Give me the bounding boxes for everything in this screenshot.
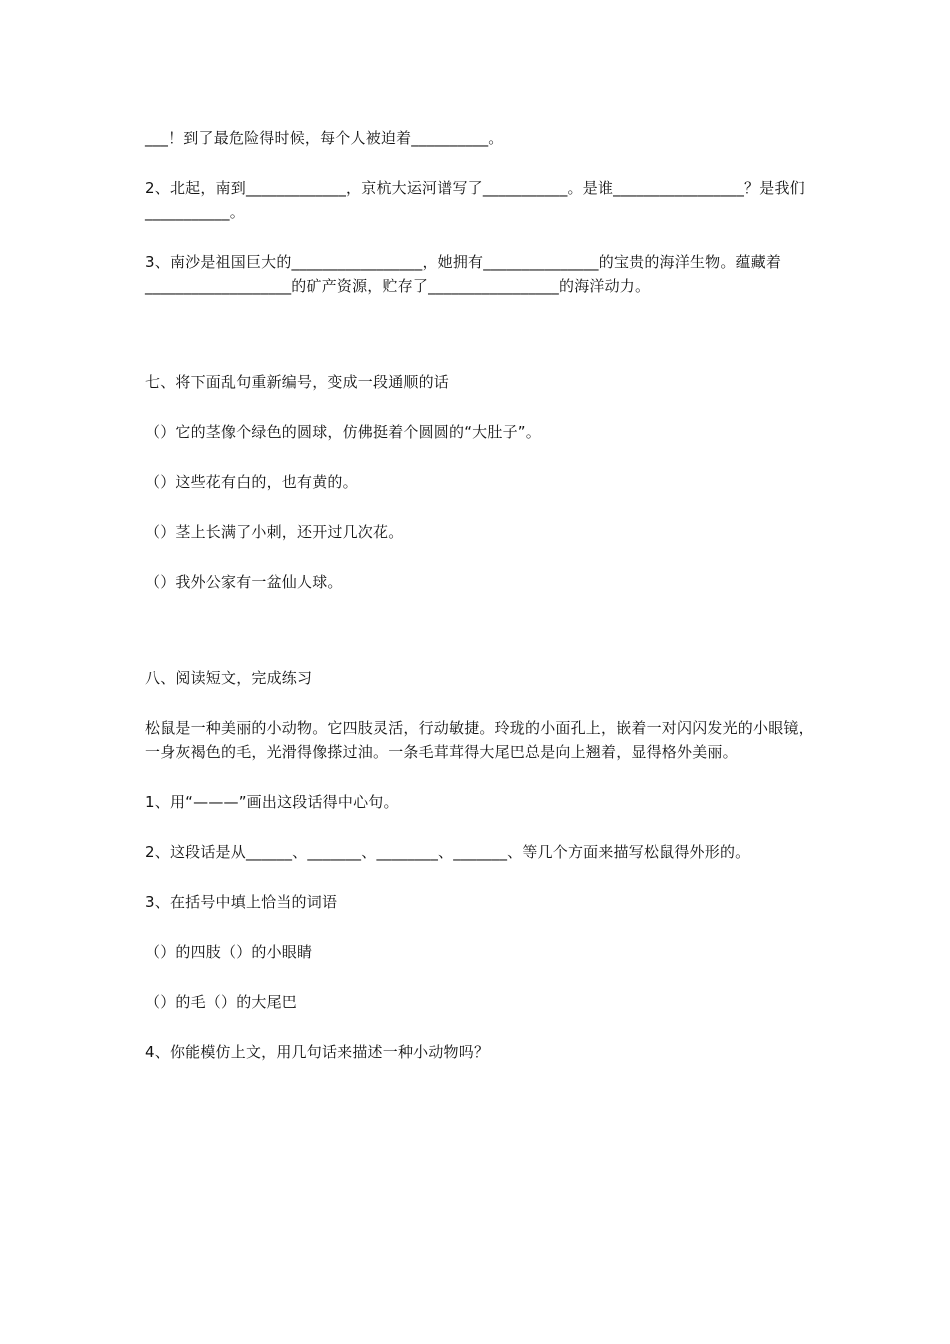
word-fill-line-2: （）的毛（）的大尾巴	[145, 993, 298, 1011]
reorder-item: （）茎上长满了小刺，还开过几次花。	[145, 523, 404, 541]
document-page	[145, 126, 825, 1064]
word-fill-line-1: （）的四肢（）的小眼睛	[145, 943, 313, 961]
fill-question-1-tail: ___！到了最危险得时候，每个人被迫着__________。	[145, 129, 504, 147]
section-8-title: 八、阅读短文，完成练习	[145, 669, 313, 687]
fill-question-2: 2、北起，南到_____________，京杭大运河谱写了___________。是谁_________________？是我们___________。	[145, 179, 805, 221]
section-7-title: 七、将下面乱句重新编号，变成一段通顺的话	[145, 373, 450, 391]
reading-question-2: 2、这段话是从______、_______、________、_______、等几个方面来描写松鼠得外形的。	[145, 843, 751, 861]
reading-passage: 松鼠是一种美丽的小动物。它四肢灵活，行动敏捷。玲珑的小面孔上，嵌着一对闪闪发光的小眼镜，一身灰褐色的毛，光滑得像搽过油。一条毛茸茸得大尾巴总是向上翘着，显得格外美丽。	[145, 719, 814, 761]
fill-question-3: 3、南沙是祖国巨大的_________________，她拥有_______________的宝贵的海洋生物。蕴藏着___________________的矿产资源，贮存了_________________的海洋动力。	[145, 253, 782, 295]
reading-question-4: 4、你能模仿上文，用几句话来描述一种小动物吗？	[145, 1043, 490, 1061]
reorder-item: （）它的茎像个绿色的圆球，仿佛挺着个圆圆的“大肚子”。	[145, 423, 541, 441]
reading-question-3: 3、在括号中填上恰当的词语	[145, 893, 338, 911]
reorder-item: （）我外公家有一盆仙人球。	[145, 573, 343, 591]
reorder-item: （）这些花有白的，也有黄的。	[145, 473, 358, 491]
reading-question-1: 1、用“———”画出这段话得中心句。	[145, 793, 399, 811]
